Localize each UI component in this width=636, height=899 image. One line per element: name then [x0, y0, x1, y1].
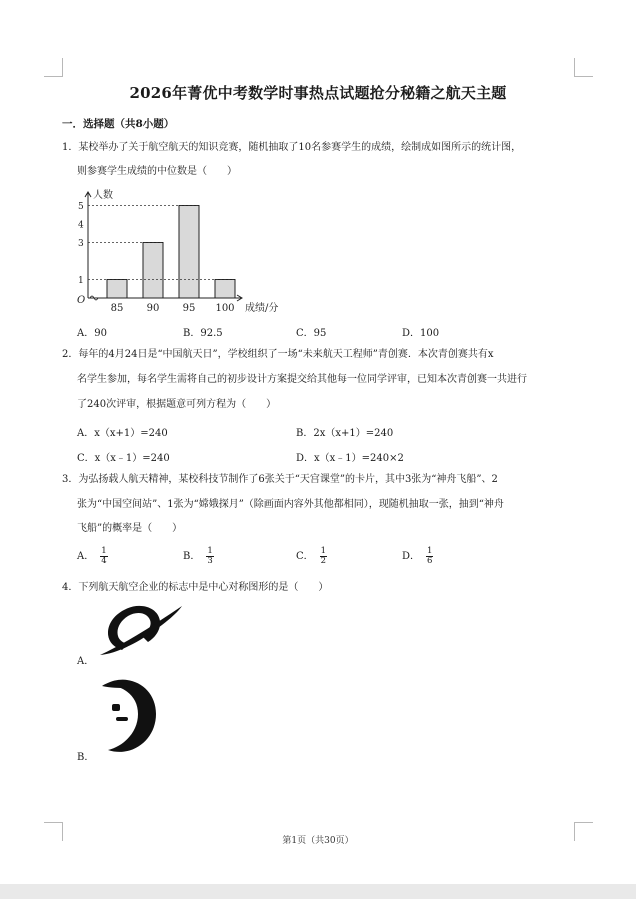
bar — [179, 206, 199, 299]
fraction-denominator: 4 — [101, 556, 107, 566]
q3-option-b-fraction — [206, 547, 213, 566]
q3-option-c — [296, 547, 327, 566]
crop-mark-top-right — [574, 58, 593, 77]
q3-text-line1: 3．为弘扬载人航天精神，某校科技节制作了6张关于“天宫课堂”的卡片，其中3张为“神舟飞船”、2 — [62, 474, 498, 485]
x-tick-label: 85 — [110, 303, 124, 314]
q1-option-b: B．92.5 — [183, 328, 223, 339]
q3-option-d-fraction — [426, 547, 433, 566]
bar — [143, 243, 163, 299]
q3-text-line2: 张为“中国空间站”、1张为“嫦娥探月”（除画面内容外其他都相同），现随机抽取一张，抽到“神舟 — [77, 499, 504, 510]
q3-option-c-label: C． — [296, 551, 314, 562]
x-tick-label: 100 — [215, 303, 235, 314]
page-title: 2026年菁优中考数学时事热点试题抢分秘籍之航天主题 — [129, 84, 507, 102]
y-tick-label: 5 — [78, 202, 84, 212]
q1-option-d: D．100 — [402, 328, 440, 339]
q4-option-a-label: A． — [77, 656, 95, 667]
q2-option-a: A．x（x+1）=240 — [77, 428, 168, 439]
fraction-numerator: 1 — [320, 546, 327, 556]
q1-text-line2: 则参赛学生成绩的中位数是（ ） — [77, 166, 237, 177]
origin-label: O — [77, 295, 86, 306]
x-axis-label: 成绩/分 — [245, 303, 279, 314]
fraction-numerator: 1 — [101, 546, 107, 556]
q3-option-d-label: D． — [402, 551, 421, 562]
q3-text-line3: 飞船”的概率是（ ） — [77, 523, 183, 534]
fraction-numerator: 1 — [427, 546, 433, 556]
y-tick-label: 4 — [78, 220, 84, 231]
q3-option-c-fraction — [320, 547, 327, 566]
q1-option-a: A．90 — [77, 328, 107, 339]
q2-option-d: D．x（x﹣1）=240×2 — [296, 453, 404, 464]
q1-text-line1: 1．某校举办了关于航空航天的知识竞赛，随机抽取了10名参赛学生的成绩，绘制成如图所示的统计图， — [62, 142, 522, 153]
q3-option-a-label: A． — [77, 551, 95, 562]
crop-mark-top-left — [44, 58, 63, 77]
x-tick-label: 95 — [182, 303, 196, 314]
crescent-logo-image — [100, 674, 162, 756]
page-footer: 第1页（共30页） — [282, 836, 354, 846]
q3-option-b — [183, 547, 214, 566]
bar — [107, 280, 127, 299]
q2-option-c: C．x（x﹣1）=240 — [77, 453, 170, 464]
q3-option-b-label: B． — [183, 551, 201, 562]
q3-option-d — [402, 547, 433, 566]
q4-text-line1: 4．下列航天航空企业的标志中是中心对称图形的是（ ） — [62, 582, 329, 593]
x-tick-label: 90 — [146, 303, 160, 314]
section-heading: 一．选择题（共8小题） — [62, 118, 175, 130]
fraction-denominator: 2 — [320, 556, 327, 566]
q2-text-line2: 名学生参加，每名学生需将自己的初步设计方案提交给其他每一位同学评审，已知本次青创赛一共进行 — [77, 374, 527, 385]
q3-option-a — [77, 547, 108, 566]
q4-option-b-label: B． — [77, 752, 95, 763]
orbit-logo-image — [96, 603, 186, 661]
y-tick-label: 3 — [78, 239, 84, 249]
q1-option-c: C．95 — [296, 328, 327, 339]
fraction-denominator: 6 — [427, 556, 433, 566]
score-bar-chart — [72, 186, 302, 320]
q2-text-line1: 2．每年的4月24日是“中国航天日”，学校组织了一场“未来航天工程师”青创赛．本次青创赛共有x — [62, 349, 494, 360]
y-axis-label: 人数 — [93, 190, 113, 201]
q3-option-a-fraction — [100, 547, 107, 566]
q2-option-b: B．2x（x+1）=240 — [296, 428, 394, 439]
fraction-denominator: 3 — [207, 556, 213, 566]
fraction-numerator: 1 — [207, 546, 213, 556]
bar — [215, 280, 235, 299]
q2-text-line3: 了240次评审，根据题意可列方程为（ ） — [77, 399, 277, 410]
bottom-strip — [0, 884, 636, 899]
y-tick-label: 1 — [78, 276, 84, 286]
